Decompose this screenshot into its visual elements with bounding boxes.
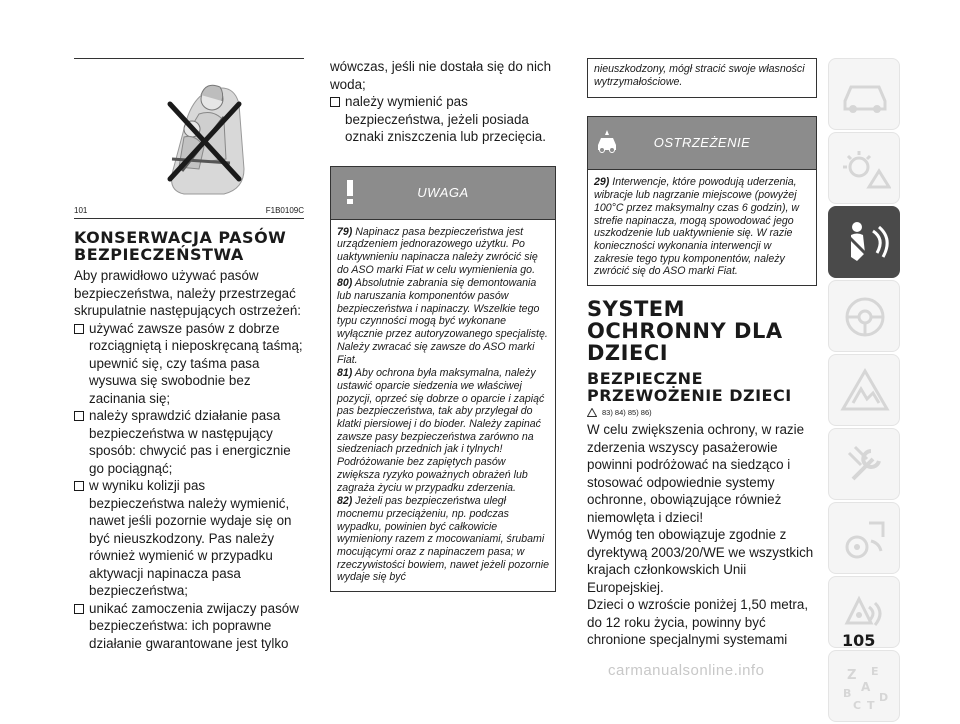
continued-note: nieuszkodzony, mógł stracić swoje własności wytrzymałościowe. — [594, 63, 805, 88]
note-29: 29) Interwencje, które powodują uderzenia, wibracje lub nagrzanie miejscowe (powyżej 100°C przez maksymalny czas 6 godzin), w strefie napinacza, mogą spowodować jego uszkodzenie lub uaktywnienie się. W razie konieczności wykonania interwencji w zakresie tego typu komponentów, należy zwrócić się do ASO marki Fiat. — [594, 176, 800, 278]
intro-paragraph: Aby prawidłowo używać pasów bezpieczeństwa, należy przestrzegać skrupulatnie następujących ostrzeżeń: — [74, 268, 302, 318]
caution-header — [331, 167, 555, 219]
svg-text:D: D — [879, 691, 889, 704]
continued-text: wówczas, jeśli nie dostała się do nich woda; — [330, 59, 552, 92]
car-specs-icon[interactable] — [828, 502, 900, 574]
warning-lights-icon[interactable] — [828, 132, 900, 204]
watermark-text: carmanualsonline.info — [608, 662, 765, 679]
warning-box — [587, 116, 817, 286]
figure-caption — [74, 204, 304, 219]
note-79: 79) Napinacz pasa bezpieczeństwa jest urządzeniem jednorazowego użytku. Po uaktywnieniu napinacza należy zwrócić się do ASO marki Fiat w celu wymienienia go. — [337, 225, 538, 276]
list-item: należy wymienić pas bezpieczeństwa, jeżeli posiada oznaki zniszczenia lub przecięcia. — [330, 93, 556, 146]
index-letters-icon[interactable] — [828, 650, 900, 722]
figure-child-seat — [74, 58, 304, 204]
column-3 — [587, 58, 817, 649]
checkbox-bullet-icon — [74, 481, 84, 491]
svg-text:B: B — [843, 687, 852, 700]
paragraph: Dzieci o wzroście poniżej 1,50 metra, do 12 roku życia, powinny być chronione specjalnymi systemami — [587, 597, 809, 648]
section-heading-belt-care: KONSERWACJA PASÓW BEZPIECZEŃSTWA — [74, 228, 287, 264]
svg-text:Z: Z — [847, 668, 857, 683]
caution-title: UWAGA — [417, 184, 469, 200]
start-key-icon[interactable] — [828, 280, 900, 352]
note-80: 80) Absolutnie zabrania się demontowania lub naruszania komponentów pasów bezpieczeństwa i napinaczy. Wszelkie tego typu czynności mogą być wykonane wyłącznie przez autoryzowanego specjalistę. Należy zwracać się zawsze do ASO marki Fiat. — [337, 277, 548, 366]
page-number: 105 — [842, 631, 876, 650]
chapter-sidebar — [828, 58, 900, 724]
wrench-icon[interactable] — [828, 428, 900, 500]
figure-code: F1B0109C — [265, 206, 304, 215]
note-references: 83) 84) 85) 86) — [587, 408, 817, 417]
note-81: 81) Aby ochrona była maksymalna, należy ustawić oparcie siedzenia we właściwej pozycji, oprzeć się dobrze o oparcie i zapiąć pas bezpieczeństwa, tak aby przylegał do klatki piersiowej i do bioder. Należy zapinać zawsze pasy bezpieczeństwa zarówno na siedzeniach przednich jak i tylnych! Podróżowanie bez zapiętych pasów zwiększa ryzyko poważnych obrażeń lub zagraża życiu w przypadku zderzenia. — [337, 367, 545, 494]
warning-notes — [588, 170, 816, 285]
warning-header — [588, 117, 816, 169]
caution-box — [330, 166, 556, 593]
svg-text:T: T — [867, 699, 875, 712]
column-2 — [330, 58, 556, 592]
svg-text:A: A — [861, 680, 871, 694]
subheading-safe-transport: BEZPIECZNE PRZEWOŻENIE DZIECI — [587, 369, 792, 406]
svg-text:E: E — [871, 665, 879, 678]
list-item: w wyniku kolizji pas bezpieczeństwa należy wymienić, nawet jeśli pozornie wydaje się on być nieuszkodzony. Pas należy również wymienić w przypadku aktywacji napinacza pasa bezpieczeństwa; — [74, 477, 304, 600]
checkbox-bullet-icon — [330, 97, 340, 107]
car-icon[interactable] — [828, 58, 900, 130]
seatbelt-airbag-icon[interactable] — [828, 206, 900, 278]
warning-triangle-icon[interactable] — [828, 354, 900, 426]
warning-title: OSTRZEŻENIE — [653, 135, 751, 151]
warning-triangle-icon — [587, 408, 597, 417]
note-82: 82) Jeżeli pas bezpieczeństwa uległ mocnemu przeciążeniu, np. podczas wypadku, powinien być całkowicie wymieniony razem z mocowaniami, śrubami mocującymi oraz z napinaczem pasa; w rzeczywistości bowiem, nawet jeżeli pozornie wydaje się być — [337, 495, 549, 584]
child-seat-illustration — [74, 59, 304, 204]
checkbox-bullet-icon — [74, 411, 84, 421]
list-item: należy sprawdzić działanie pasa bezpieczeństwa w następujący sposób: chwycić pas i energicznie go pociągnąć; — [74, 407, 304, 477]
section-heading-child-protection: SYSTEM OCHRONNY DLA DZIECI — [587, 297, 783, 366]
svg-text:C: C — [853, 699, 862, 712]
continued-note-box — [587, 58, 817, 98]
list-item: unikać zamoczenia zwijaczy pasów bezpieczeństwa: ich poprawne działanie gwarantowane jest tylko — [74, 600, 304, 653]
column-1 — [74, 58, 304, 652]
figure-number: 101 — [74, 206, 88, 215]
paragraph: Wymóg ten obowiązuje zgodnie z dyrektywą 2003/20/WE we wszystkich krajach członkowskich Unii Europejskiej. — [587, 527, 814, 595]
list-item: używać zawsze pasów z dobrze rozciągniętą i nieposkręcaną taśmą; upewnić się, czy taśma pasa wysuwa się swobodnie bez zacinania się; — [74, 320, 304, 408]
checkbox-bullet-icon — [74, 324, 84, 334]
caution-notes — [331, 220, 555, 592]
paragraph: W celu zwiększenia ochrony, w razie zderzenia wszyscy pasażerowie powinni podróżować na siedząco i stosować odpowiednie systemy ochronne, obowiązujące również niemowlęta i dzieci! — [587, 422, 805, 525]
checkbox-bullet-icon — [74, 604, 84, 614]
